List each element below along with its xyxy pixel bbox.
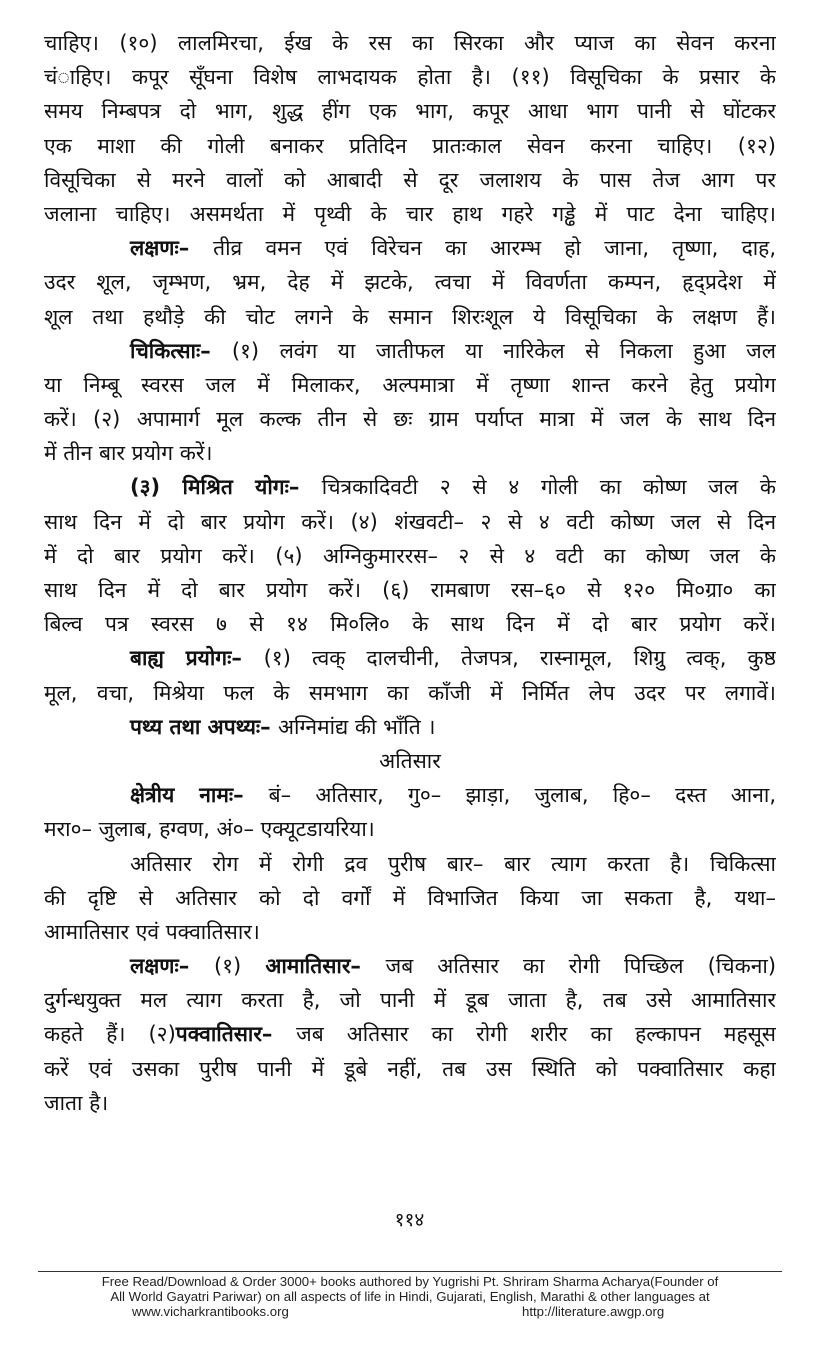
- text-line: की दृष्टि से अतिसार को दो वर्गों में विभाजित किया जा सकता है, यथा–: [44, 885, 776, 910]
- text-line: में दो बार प्रयोग करें। (५) अग्निकुमाररस– २ से ४ वटी का कोष्ण जल के: [44, 543, 776, 568]
- section-heading-pathya: पथ्य तथा अपथ्यः–: [130, 714, 278, 739]
- term-pakvatisar: पक्वातिसार–: [175, 1022, 297, 1047]
- section-heading-chikitsa: चिकित्साः–: [130, 338, 232, 363]
- text-line: आमातिसार एवं पक्वातिसार।: [44, 919, 260, 944]
- footer-line-1: Free Read/Download & Order 3000+ books authored by Yugrishi Pt. Shriram Sharma Acharya(Founder of: [101, 1274, 719, 1289]
- footer-divider: [38, 1271, 782, 1272]
- body-text: [44, 26, 776, 1120]
- text-line: दुर्गन्धयुक्त मल त्याग करता है, जो पानी में डूब जाता है, तब उसे आमातिसार: [44, 988, 776, 1013]
- text-line: [44, 949, 776, 983]
- text-line: जलाना चाहिए। असमर्थता में पृथ्वी के चार हाथ गहरे गड्ढे में पाट देना चाहिए।: [44, 201, 776, 226]
- text-line: मरा०– जुलाब, हग्वण, अं०– एक्यूटडायरिया।: [44, 817, 375, 842]
- section-heading-lakshan: लक्षणः–: [130, 954, 214, 979]
- text-line: में तीन बार प्रयोग करें।: [44, 441, 213, 466]
- text-line: चंाहिए। कपूर सूँघना विशेष लाभदायक होता है। (११) विसूचिका के प्रसार के: [44, 65, 776, 90]
- text-run: अग्निमांद्य की भाँति ।: [277, 714, 436, 739]
- text-line: समय निम्बपत्र दो भाग, शुद्ध हींग एक भाग, कपूर आधा भाग पानी से घोंटकर: [44, 99, 776, 124]
- page-number: ११४: [394, 1209, 425, 1231]
- text-line: [44, 778, 776, 812]
- footer-link-awgp[interactable]: http://literature.awgp.org: [522, 1304, 665, 1319]
- text-line: [44, 334, 776, 368]
- section-heading-bahya-prayog: बाह्य प्रयोगः–: [130, 646, 264, 671]
- text-line: जाता है।: [44, 1090, 109, 1115]
- text-run: जब अतिसार का रोगी शरीर का हल्कापन महसूस: [296, 1022, 776, 1047]
- term-amatisar: आमातिसार–: [265, 954, 386, 979]
- text-line: [44, 710, 776, 744]
- text-line: [44, 470, 776, 504]
- text-line: शूल तथा हथौड़े की चोट लगने के समान शिरःशूल ये विसूचिका के लक्षण हैं।: [44, 304, 776, 329]
- text-line: बिल्व पत्र स्वरस ७ से १४ मि०लि० के साथ दिन में दो बार प्रयोग करें।: [44, 612, 776, 637]
- text-line: करें। (२) अपामार्ग मूल कल्क तीन से छः ग्राम पर्याप्त मात्रा में जल के साथ दिन: [44, 407, 776, 432]
- footer-links: [40, 1304, 780, 1319]
- footer-link-vicharkranti[interactable]: www.vicharkrantibooks.org: [132, 1304, 289, 1319]
- chapter-title: अतिसार: [379, 748, 441, 773]
- text-run: जब अतिसार का रोगी पिच्छिल (चिकना): [385, 954, 776, 979]
- text-line: [44, 231, 776, 265]
- text-run: (१) लवंग या जातीफल या नारिकेल से निकला हुआ जल: [231, 338, 776, 363]
- text-line: मूल, वचा, मिश्रेया फल के समभाग का काँजी में निर्मित लेप उदर पर लगावें।: [44, 680, 776, 705]
- text-line: या निम्बू स्वरस जल में मिलाकर, अल्पमात्रा में तृष्णा शान्त करने हेतु प्रयोग: [44, 372, 776, 397]
- text-line: अतिसार रोग में रोगी द्रव पुरीष बार– बार त्याग करता है। चिकित्सा: [130, 851, 776, 876]
- text-run: कहते हैं। (२): [44, 1022, 176, 1047]
- text-line: एक माशा की गोली बनाकर प्रतिदिन प्रातःकाल सेवन करना चाहिए। (१२): [44, 133, 776, 158]
- text-line: [44, 641, 776, 675]
- text-run: (१) त्वक् दालचीनी, तेजपत्र, रास्नामूल, शिग्रु त्वक्, कुष्ठ: [263, 646, 776, 671]
- footer: [40, 1274, 780, 1319]
- item-number: (३): [130, 475, 183, 500]
- text-line: [44, 1017, 776, 1051]
- text-line: चाहिए। (१०) लालमिरचा, ईख के रस का सिरका और प्याज का सेवन करना: [44, 31, 776, 55]
- section-heading-mishrit-yog: मिश्रित योगः–: [182, 475, 322, 500]
- section-heading-kshetriya-naam: क्षेत्रीय नामः–: [130, 783, 269, 808]
- section-heading-lakshan: लक्षणः–: [130, 236, 214, 261]
- text-line: साथ दिन में दो बार प्रयोग करें। (४) शंखवटी– २ से ४ वटी कोष्ण जल से दिन: [44, 509, 776, 534]
- text-run: तीव्र वमन एवं विरेचन का आरम्भ हो जाना, तृष्णा, दाह,: [213, 236, 776, 261]
- text-run: बं– अतिसार, गु०– झाड़ा, जुलाब, हि०– दस्त आना,: [268, 783, 776, 808]
- text-line: साथ दिन में दो बार प्रयोग करें। (६) रामबाण रस–६० से १२० मि०ग्रा० का: [44, 578, 776, 602]
- text-line: विसूचिका से मरने वालों को आबादी से दूर जलाशय के पास तेज आग पर: [44, 167, 776, 192]
- text-line: उदर शूल, जृम्भण, भ्रम, देह में झटके, त्वचा में विवर्णता कम्पन, हृद्प्रदेश में: [44, 270, 776, 295]
- text-run: चित्रकादिवटी २ से ४ गोली का कोष्ण जल के: [321, 475, 776, 500]
- text-line: करें एवं उसका पुरीष पानी में डूबे नहीं, तब उस स्थिति को पक्वातिसार कहा: [44, 1056, 776, 1081]
- footer-line-2: All World Gayatri Pariwar) on all aspects of life in Hindi, Gujarati, English, Marathi & other languages at: [110, 1289, 710, 1304]
- text-run: (१): [213, 954, 266, 979]
